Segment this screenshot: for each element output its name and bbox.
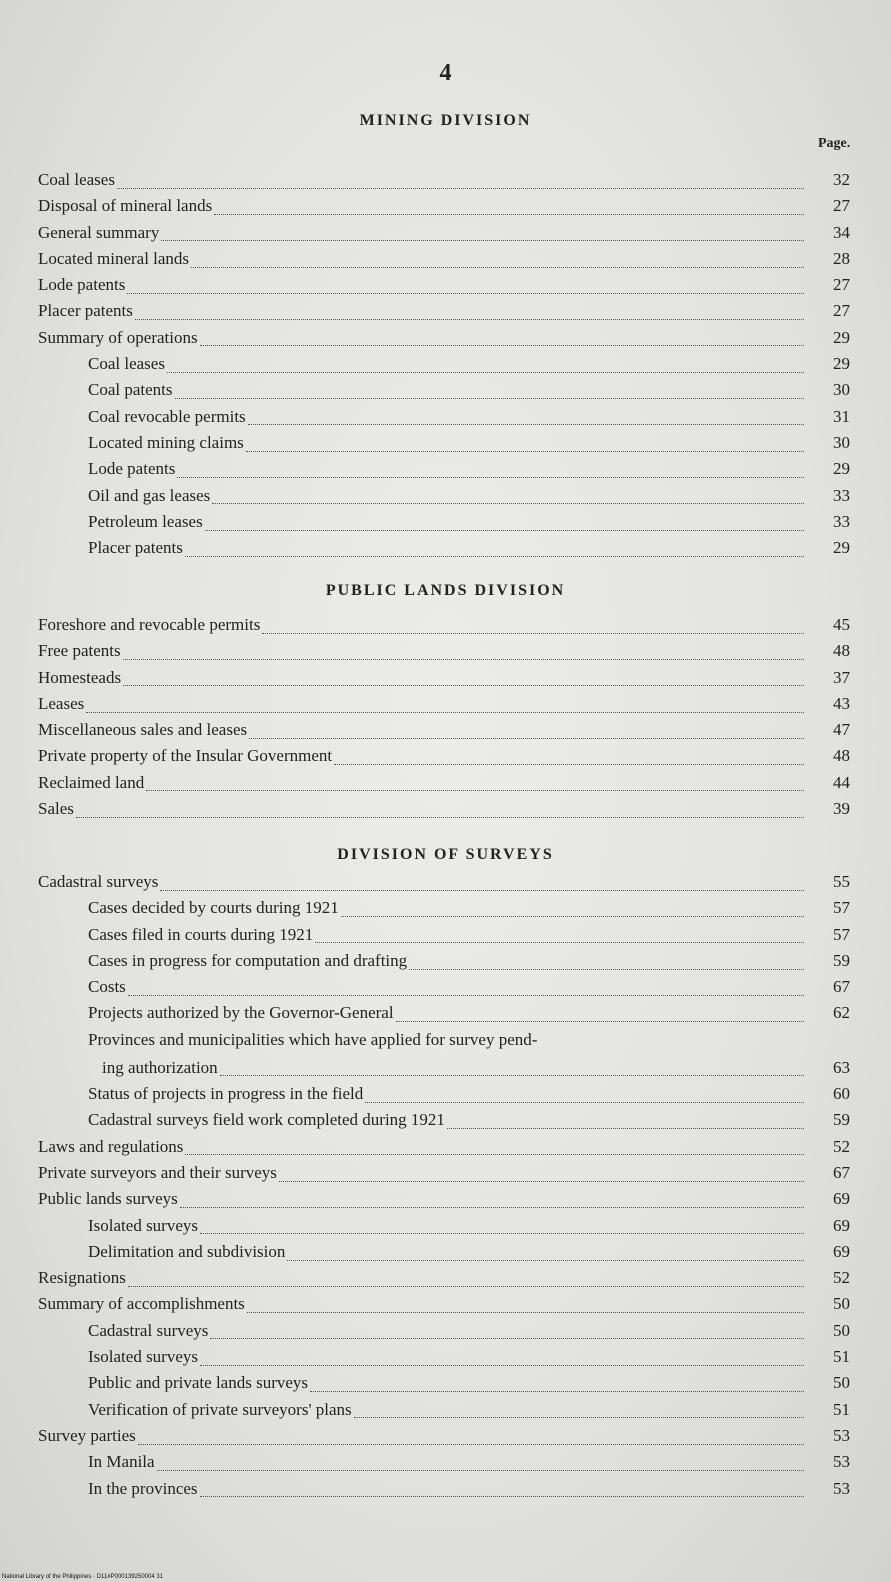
footer-credit: National Library of the Philippines · D11#P000139250004 31 — [2, 1574, 164, 1580]
toc-entry-label: Resignations — [38, 1268, 126, 1288]
dot-leader — [279, 1181, 804, 1182]
toc-entry-page: 48 — [833, 746, 850, 766]
toc-entry-page: 52 — [833, 1136, 850, 1156]
toc-entry-label: Coal revocable permits — [88, 406, 246, 426]
toc-entry-page: 37 — [833, 667, 850, 687]
toc-entry-page: 30 — [833, 380, 850, 400]
toc-entry-label: Private property of the Insular Government — [38, 746, 333, 766]
toc-entry-label: Cadastral surveys — [88, 1320, 209, 1340]
dot-leader — [212, 503, 804, 504]
toc-entry — [38, 1163, 850, 1189]
dot-leader — [365, 1102, 804, 1103]
dot-leader — [135, 319, 804, 320]
toc-entry-page: 53 — [833, 1452, 850, 1472]
section-surveys-entries — [38, 872, 850, 1505]
toc-entry-page: 27 — [833, 275, 850, 295]
dot-leader — [138, 1444, 804, 1445]
toc-entry — [38, 799, 850, 825]
toc-entry — [38, 1347, 850, 1373]
dot-leader — [205, 530, 804, 531]
dot-leader — [200, 1365, 804, 1366]
toc-entry — [38, 275, 850, 301]
toc-entry-page: 69 — [833, 1241, 850, 1261]
toc-entry-label: Coal leases — [38, 170, 115, 189]
toc-entry-page: 29 — [833, 459, 850, 479]
toc-entry-page: 69 — [833, 1189, 850, 1209]
toc-entry-page: 60 — [833, 1084, 850, 1104]
toc-entry — [38, 1400, 850, 1426]
toc-entry-label: Status of projects in progress in the field — [88, 1084, 364, 1104]
toc-entry-label: Public lands surveys — [38, 1189, 178, 1209]
dot-leader — [117, 188, 804, 189]
page-number: 4 — [439, 60, 452, 86]
toc-entry-page: 33 — [833, 511, 850, 531]
toc-entry — [38, 1321, 850, 1347]
toc-entry — [38, 1084, 850, 1110]
toc-entry — [38, 1216, 850, 1242]
toc-entry-page: 29 — [833, 327, 850, 347]
toc-entry-label: Verification of private surveyors' plans — [88, 1399, 352, 1419]
toc-entry-label: Homesteads — [38, 667, 122, 687]
toc-entry-label: Located mineral lands — [38, 248, 190, 268]
toc-entry — [38, 328, 850, 354]
toc-entry-page: 59 — [833, 950, 850, 970]
toc-entry — [38, 512, 850, 538]
toc-entry-label: Leases — [38, 693, 85, 713]
toc-entry-label: Isolated surveys — [88, 1347, 199, 1367]
toc-entry — [38, 196, 850, 222]
toc-entry-label: Miscellaneous sales and leases — [38, 720, 248, 740]
dot-leader — [248, 424, 804, 425]
toc-entry-page: 32 — [833, 170, 850, 189]
dot-leader — [334, 764, 804, 765]
toc-entry — [38, 925, 850, 951]
toc-entry-label: Placer patents — [38, 301, 133, 321]
toc-entry-page: 30 — [833, 432, 850, 452]
toc-entry-page: 29 — [833, 538, 850, 558]
toc-entry-label: Coal leases — [88, 354, 165, 374]
toc-entry-page: 50 — [833, 1373, 850, 1393]
dot-leader — [191, 267, 804, 268]
dot-leader — [247, 1312, 804, 1313]
dot-leader — [161, 240, 804, 241]
toc-entry-label: In the provinces — [88, 1478, 198, 1498]
toc-entry-page: 27 — [833, 196, 850, 216]
toc-entry-label: Delimitation and subdivision — [88, 1241, 286, 1261]
section-title-public-lands: PUBLIC LANDS DIVISION — [325, 582, 566, 599]
toc-entry-page: 57 — [833, 898, 850, 918]
toc-entry-label: Public and private lands surveys — [88, 1373, 309, 1393]
toc-entry — [38, 668, 850, 694]
toc-entry — [38, 1110, 850, 1136]
toc-entry — [38, 977, 850, 1003]
dot-leader — [185, 1154, 804, 1155]
toc-entry — [38, 459, 850, 485]
toc-entry-label: Disposal of mineral lands — [38, 196, 213, 216]
toc-entry-label: Sales — [38, 799, 74, 819]
toc-entry-label: Private surveyors and their surveys — [38, 1162, 277, 1182]
dot-leader — [76, 817, 804, 818]
dot-leader — [310, 1391, 804, 1392]
dot-leader — [157, 1470, 804, 1471]
toc-entry — [38, 641, 850, 667]
toc-entry-label: Cases decided by courts during 1921 — [88, 898, 339, 918]
dot-leader — [86, 712, 804, 713]
dot-leader — [200, 1496, 804, 1497]
toc-entry-label: Provinces and municipalities which have applied for survey pend- — [88, 1029, 538, 1049]
toc-entry-label: Foreshore and revocable permits — [38, 615, 261, 634]
toc-entry — [38, 249, 850, 275]
toc-entry — [38, 1268, 850, 1294]
toc-entry — [38, 407, 850, 433]
dot-leader — [200, 1233, 804, 1234]
toc-entry-page: 50 — [833, 1320, 850, 1340]
toc-entry-label: Lode patents — [88, 459, 176, 479]
toc-entry — [38, 380, 850, 406]
toc-entry-page: 44 — [833, 772, 850, 792]
dot-leader — [287, 1260, 804, 1261]
toc-entry — [38, 1294, 850, 1320]
toc-entry-label: Projects authorized by the Governor-General — [88, 1003, 394, 1023]
toc-entry — [38, 170, 850, 196]
toc-entry-label: Summary of accomplishments — [38, 1294, 245, 1314]
toc-entry-label: Oil and gas leases — [88, 485, 211, 505]
toc-entry-page: 48 — [833, 641, 850, 661]
dot-leader — [128, 1286, 804, 1287]
toc-entry-page: 67 — [833, 1162, 850, 1182]
toc-entry-label: ing authorization — [102, 1057, 218, 1077]
toc-entry — [38, 486, 850, 512]
toc-entry-label: Free patents — [38, 641, 121, 661]
section-mining-entries — [38, 170, 850, 564]
toc-entry-label: Petroleum leases — [88, 511, 203, 531]
toc-entry-page: 43 — [833, 693, 850, 713]
toc-entry-page: 53 — [833, 1478, 850, 1498]
toc-entry — [38, 1058, 850, 1084]
dot-leader — [220, 1075, 804, 1076]
toc-entry-page: 27 — [833, 301, 850, 321]
section-title-mining: MINING DIVISION — [359, 112, 532, 129]
dot-leader — [249, 738, 804, 739]
toc-entry-page: 69 — [833, 1215, 850, 1235]
section-public-lands-entries — [38, 615, 850, 825]
toc-entry-page: 39 — [833, 799, 850, 819]
toc-entry-page: 50 — [833, 1294, 850, 1314]
section-title-surveys: DIVISION OF SURVEYS — [337, 846, 554, 863]
toc-entry-page: 33 — [833, 485, 850, 505]
dot-leader — [127, 293, 804, 294]
dot-leader — [396, 1021, 804, 1022]
toc-entry-page: 47 — [833, 720, 850, 740]
toc-entry — [38, 1452, 850, 1478]
toc-entry-label: Located mining claims — [88, 432, 244, 452]
toc-entry — [38, 301, 850, 327]
toc-entry-page: 55 — [833, 872, 850, 891]
toc-entry-page: 63 — [833, 1057, 850, 1077]
toc-entry-label: Isolated surveys — [88, 1215, 199, 1235]
dot-leader — [123, 659, 804, 660]
toc-entry — [38, 1030, 850, 1058]
toc-entry-label: Cadastral surveys — [38, 872, 159, 891]
toc-entry — [38, 1242, 850, 1268]
dot-leader — [128, 995, 804, 996]
dot-leader — [315, 942, 804, 943]
dot-leader — [214, 214, 804, 215]
toc-entry — [38, 1373, 850, 1399]
toc-entry — [38, 1189, 850, 1215]
dot-leader — [409, 969, 804, 970]
toc-entry — [38, 354, 850, 380]
dot-leader — [180, 1207, 804, 1208]
toc-entry — [38, 872, 850, 898]
toc-entry-label: Cadastral surveys field work completed during 1921 — [88, 1110, 445, 1130]
toc-entry — [38, 223, 850, 249]
toc-entry-page: 45 — [833, 615, 850, 634]
dot-leader — [123, 685, 804, 686]
toc-entry-label: Lode patents — [38, 275, 126, 295]
toc-entry-label: Cases in progress for computation and drafting — [88, 950, 408, 970]
toc-entry — [38, 951, 850, 977]
toc-entry-label: Summary of operations — [38, 327, 198, 347]
toc-entry-page: 31 — [833, 406, 850, 426]
toc-entry-page: 53 — [833, 1425, 850, 1445]
toc-entry — [38, 720, 850, 746]
toc-entry — [38, 433, 850, 459]
page-column-label: Page. — [818, 136, 851, 151]
toc-entry — [38, 1003, 850, 1029]
toc-entry-page: 51 — [833, 1347, 850, 1367]
toc-entry — [38, 773, 850, 799]
toc-entry — [38, 1137, 850, 1163]
dot-leader — [185, 556, 804, 557]
toc-entry-label: Cases filed in courts during 1921 — [88, 924, 314, 944]
toc-entry-label: Survey parties — [38, 1425, 136, 1445]
toc-entry — [38, 1479, 850, 1505]
toc-entry-label: Reclaimed land — [38, 772, 145, 792]
dot-leader — [447, 1128, 804, 1129]
toc-entry-page: 29 — [833, 354, 850, 374]
toc-entry-page: 28 — [833, 248, 850, 268]
toc-entry-label: Costs — [88, 977, 126, 997]
toc-entry — [38, 615, 850, 641]
dot-leader — [246, 451, 804, 452]
dot-leader — [210, 1338, 804, 1339]
toc-entry — [38, 746, 850, 772]
toc-entry-label: General summary — [38, 222, 160, 242]
dot-leader — [200, 345, 804, 346]
dot-leader — [177, 477, 804, 478]
toc-entry-label: Laws and regulations — [38, 1136, 184, 1156]
toc-entry-page: 34 — [833, 222, 850, 242]
dot-leader — [354, 1417, 804, 1418]
toc-entry-page: 67 — [833, 977, 850, 997]
dot-leader — [175, 398, 804, 399]
toc-entry-page: 52 — [833, 1268, 850, 1288]
toc-entry — [38, 694, 850, 720]
toc-entry-label: In Manila — [88, 1452, 155, 1472]
toc-entry-label: Coal patents — [88, 380, 173, 400]
dot-leader — [167, 372, 804, 373]
toc-entry-page: 51 — [833, 1399, 850, 1419]
dot-leader — [160, 890, 804, 891]
toc-entry — [38, 898, 850, 924]
toc-entry-page: 62 — [833, 1003, 850, 1023]
toc-entry-page: 57 — [833, 924, 850, 944]
toc-entry-label: Placer patents — [88, 538, 183, 558]
dot-leader — [341, 916, 804, 917]
toc-entry — [38, 1426, 850, 1452]
dot-leader — [262, 633, 804, 634]
toc-entry-page: 59 — [833, 1110, 850, 1130]
dot-leader — [146, 790, 804, 791]
toc-entry — [38, 538, 850, 564]
